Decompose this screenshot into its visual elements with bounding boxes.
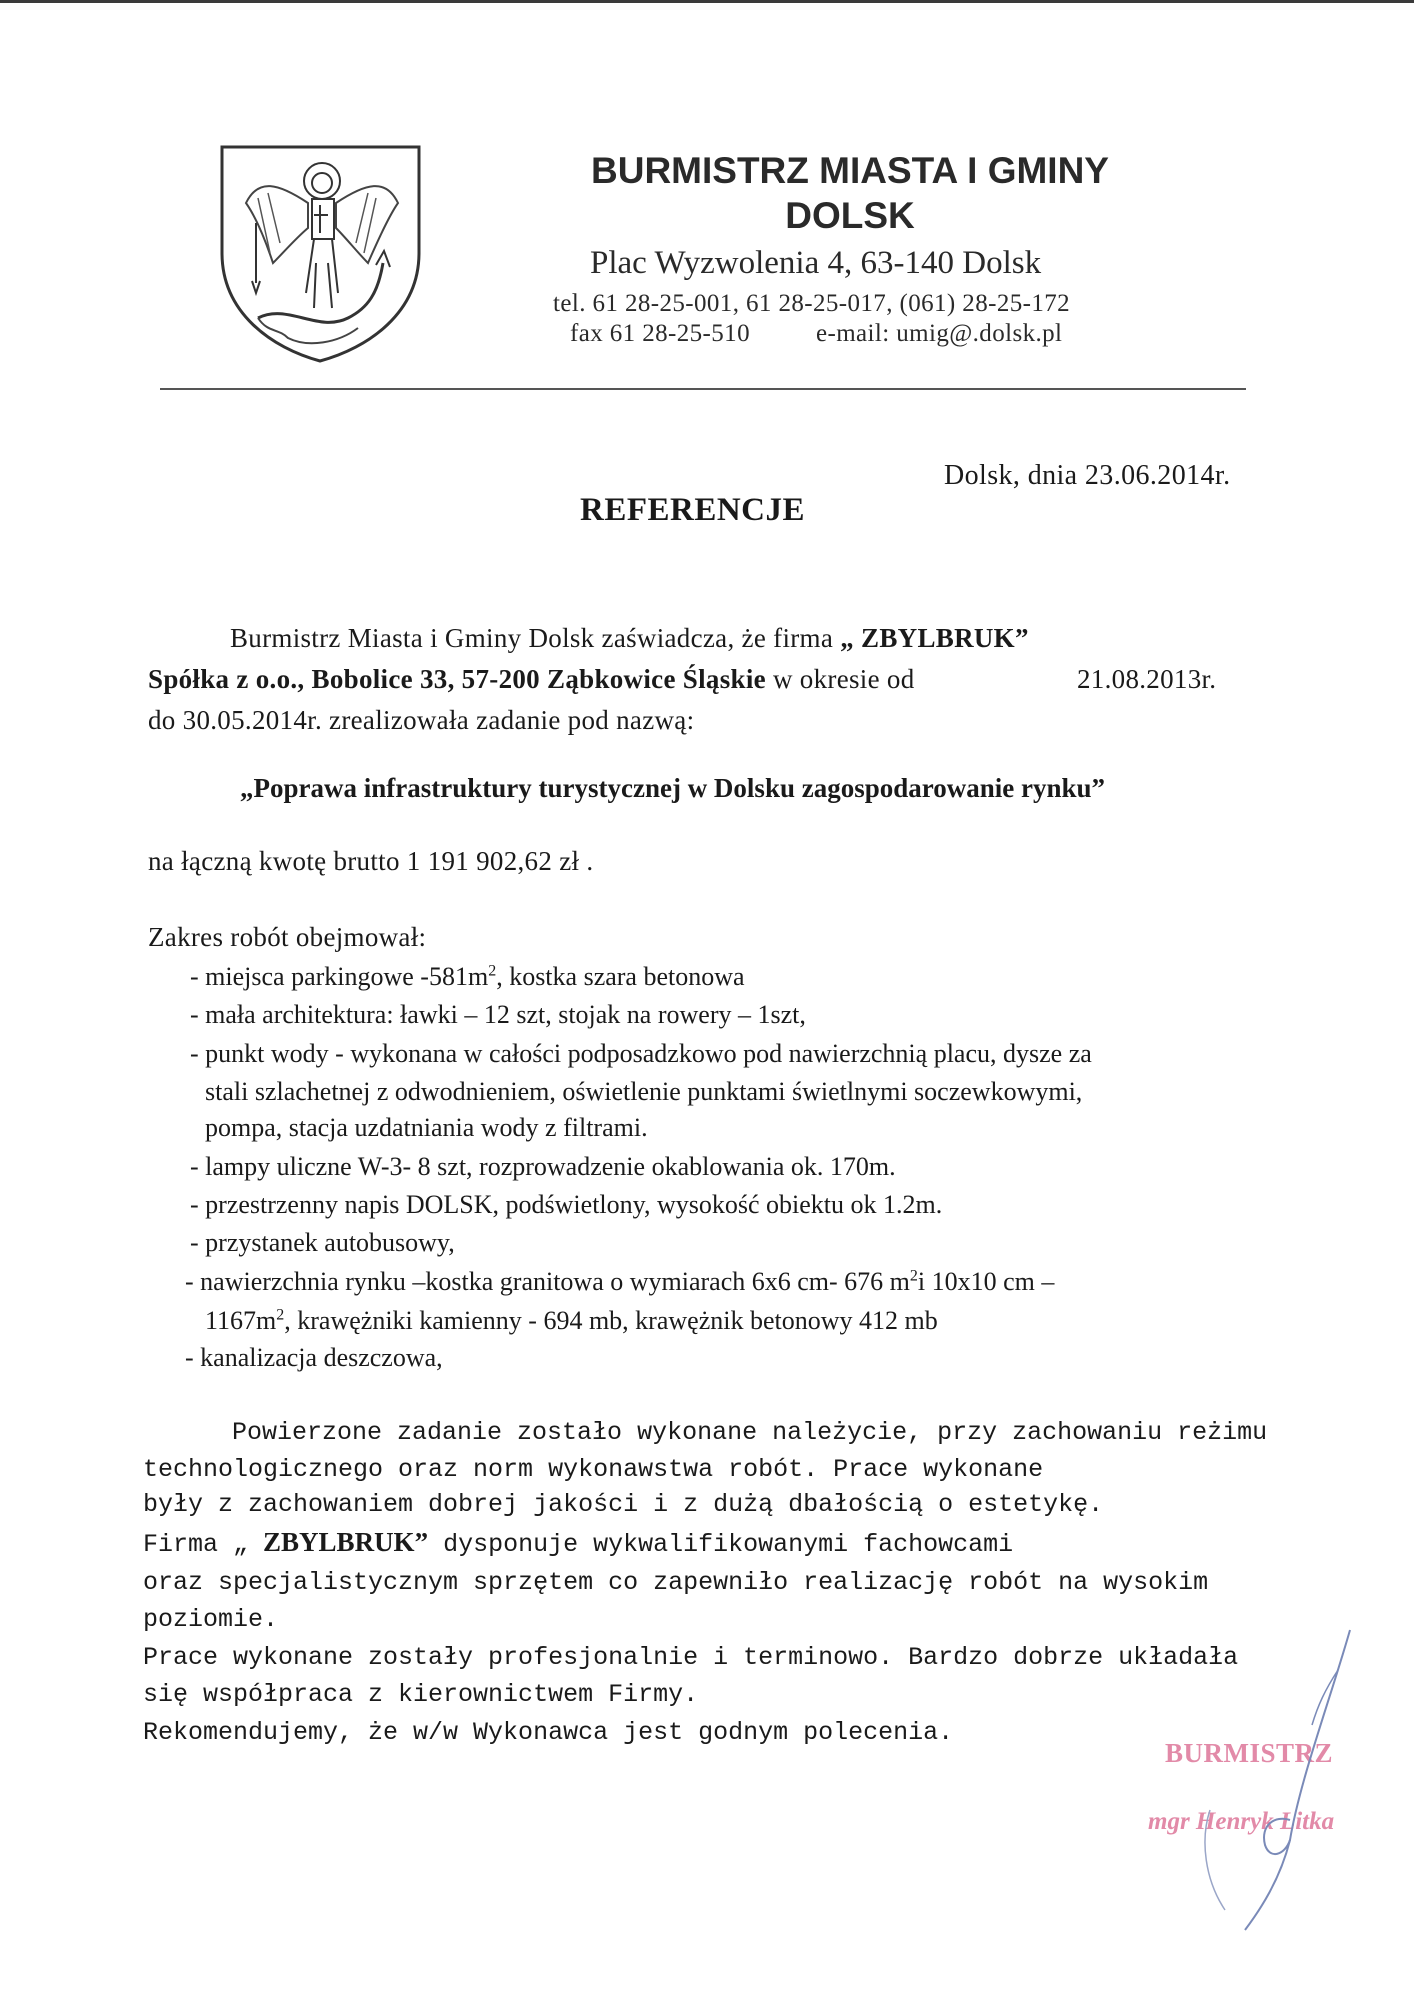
scan-top-edge: [0, 0, 1414, 3]
superscript: 2: [909, 1267, 918, 1285]
company-name: „ ZBYLBRUK”: [840, 623, 1029, 653]
issuer-address: Plac Wyzwolenia 4, 63-140 Dolsk: [590, 245, 1042, 281]
scope-item-drainage: - kanalizacja deszczowa,: [185, 1343, 443, 1372]
period-start: 21.08.2013r.: [1077, 664, 1217, 694]
closing-line-2: technologicznego oraz norm wykonawstwa robót. Prace wykonane: [143, 1455, 1044, 1484]
issuer-fax: fax 61 28-25-510: [570, 320, 750, 347]
scope-item-parking-text-2: , kostka szara betonowa: [496, 962, 745, 991]
scope-item-market-surface-text: - nawierzchnia rynku –kostka granitowa o wymiarach 6x6 cm- 676 m: [185, 1267, 910, 1296]
scope-item-street-lamps: - lampy uliczne W-3- 8 szt, rozprowadzenie okablowania ok. 170m.: [190, 1152, 896, 1181]
intro-text-1: Burmistrz Miasta i Gminy Dolsk zaświadcza, że firma: [230, 623, 841, 653]
closing-line-4-text-2: dysponuje wykwalifikowanymi fachowcami: [428, 1530, 1014, 1559]
scope-item-market-surface-line-2: [205, 1306, 938, 1336]
scope-item-water-point-line-2: stali szlachetnej z odwodnieniem, oświetlenie punktami świetlnymi soczewkowymi,: [205, 1077, 1083, 1106]
intro-line-1: [230, 623, 1029, 654]
scope-item-parking: [190, 962, 745, 992]
closing-line-8: się współpraca z kierownictwem Firmy.: [143, 1680, 699, 1709]
scope-item-parking-text: - miejsca parkingowe -581m: [190, 962, 489, 991]
closing-line-5: oraz specjalistycznym sprzętem co zapewniło realizację robót na wysokim: [143, 1568, 1209, 1597]
document-title: REFERENCJE: [580, 492, 806, 528]
closing-line-4: [143, 1527, 1013, 1559]
header-divider: [160, 388, 1246, 390]
intro-line-3: do 30.05.2014r. zrealizowała zadanie pod nazwą:: [148, 705, 695, 735]
issuer-title-line2: DOLSK: [785, 195, 915, 236]
document-date: Dolsk, dnia 23.06.2014r.: [944, 460, 1231, 491]
scope-item-bus-stop: - przystanek autobusowy,: [190, 1228, 455, 1257]
closing-line-3: były z zachowaniem dobrej jakości i z dużą dbałością o estetykę.: [143, 1490, 1104, 1519]
issuer-email: e-mail: umig@.dolsk.pl: [815, 320, 1063, 347]
issuer-title-line1: BURMISTRZ MIASTA I GMINY: [591, 150, 1109, 191]
scope-item-small-architecture: - mała architektura: ławki – 12 szt, stojak na rowery – 1szt,: [190, 1000, 806, 1029]
closing-line-6: poziomie.: [143, 1605, 279, 1634]
closing-line-9: Rekomendujemy, że w/w Wykonawca jest godnym polecenia.: [143, 1718, 954, 1747]
issuer-fax-email: [570, 320, 1062, 348]
issuer-phone: tel. 61 28-25-001, 61 28-25-017, (061) 28-25-172: [553, 290, 1071, 317]
stamp-name: mgr Henryk Litka: [1148, 1808, 1335, 1835]
total-amount: na łączną kwotę brutto 1 191 902,62 zł .: [148, 846, 594, 876]
scope-heading: Zakres robót obejmował:: [148, 922, 427, 952]
stamp-title: BURMISTRZ: [1165, 1738, 1334, 1768]
scope-item-water-point-line-3: pompa, stacja uzdatniania wody z filtrami.: [205, 1113, 648, 1142]
closing-line-4-text: Firma „: [143, 1530, 264, 1559]
scope-item-market-surface-text-2: i 10x10 cm –: [917, 1267, 1055, 1296]
company-address: Spółka z o.o., Bobolice 33, 57-200 Ząbkowice Śląskie: [148, 664, 766, 694]
period-label: w okresie od: [765, 664, 915, 694]
intro-line-2: [148, 664, 915, 695]
signature: [1140, 1610, 1380, 1950]
scope-item-market-surface: [185, 1267, 1054, 1297]
project-name: „Poprawa infrastruktury turystycznej w Dolsku zagospodarowanie rynku”: [240, 773, 1106, 803]
issuer-title: [520, 148, 1180, 238]
superscript: 2: [276, 1306, 285, 1324]
closing-line-1: Powierzone zadanie zostało wykonane należycie, przy zachowaniu reżimu: [232, 1418, 1268, 1447]
scope-item-dolsk-sign: - przestrzenny napis DOLSK, podświetlony, wysokość obiektu ok 1.2m.: [190, 1190, 943, 1219]
scope-item-market-surface-text-4: , krawężniki kamienny - 694 mb, krawężnik betonowy 412 mb: [284, 1306, 938, 1335]
superscript: 2: [488, 962, 497, 980]
coat-of-arms-icon: [218, 143, 423, 365]
closing-line-7: Prace wykonane zostały profesjonalnie i terminowo. Bardzo dobrze układała: [143, 1643, 1239, 1672]
scope-item-water-point: - punkt wody - wykonana w całości podposadzkowo pod nawierzchnią placu, dysze za: [190, 1039, 1092, 1068]
closing-company-name: ZBYLBRUK”: [263, 1527, 429, 1557]
scope-item-market-surface-text-3: 1167m: [205, 1306, 277, 1335]
